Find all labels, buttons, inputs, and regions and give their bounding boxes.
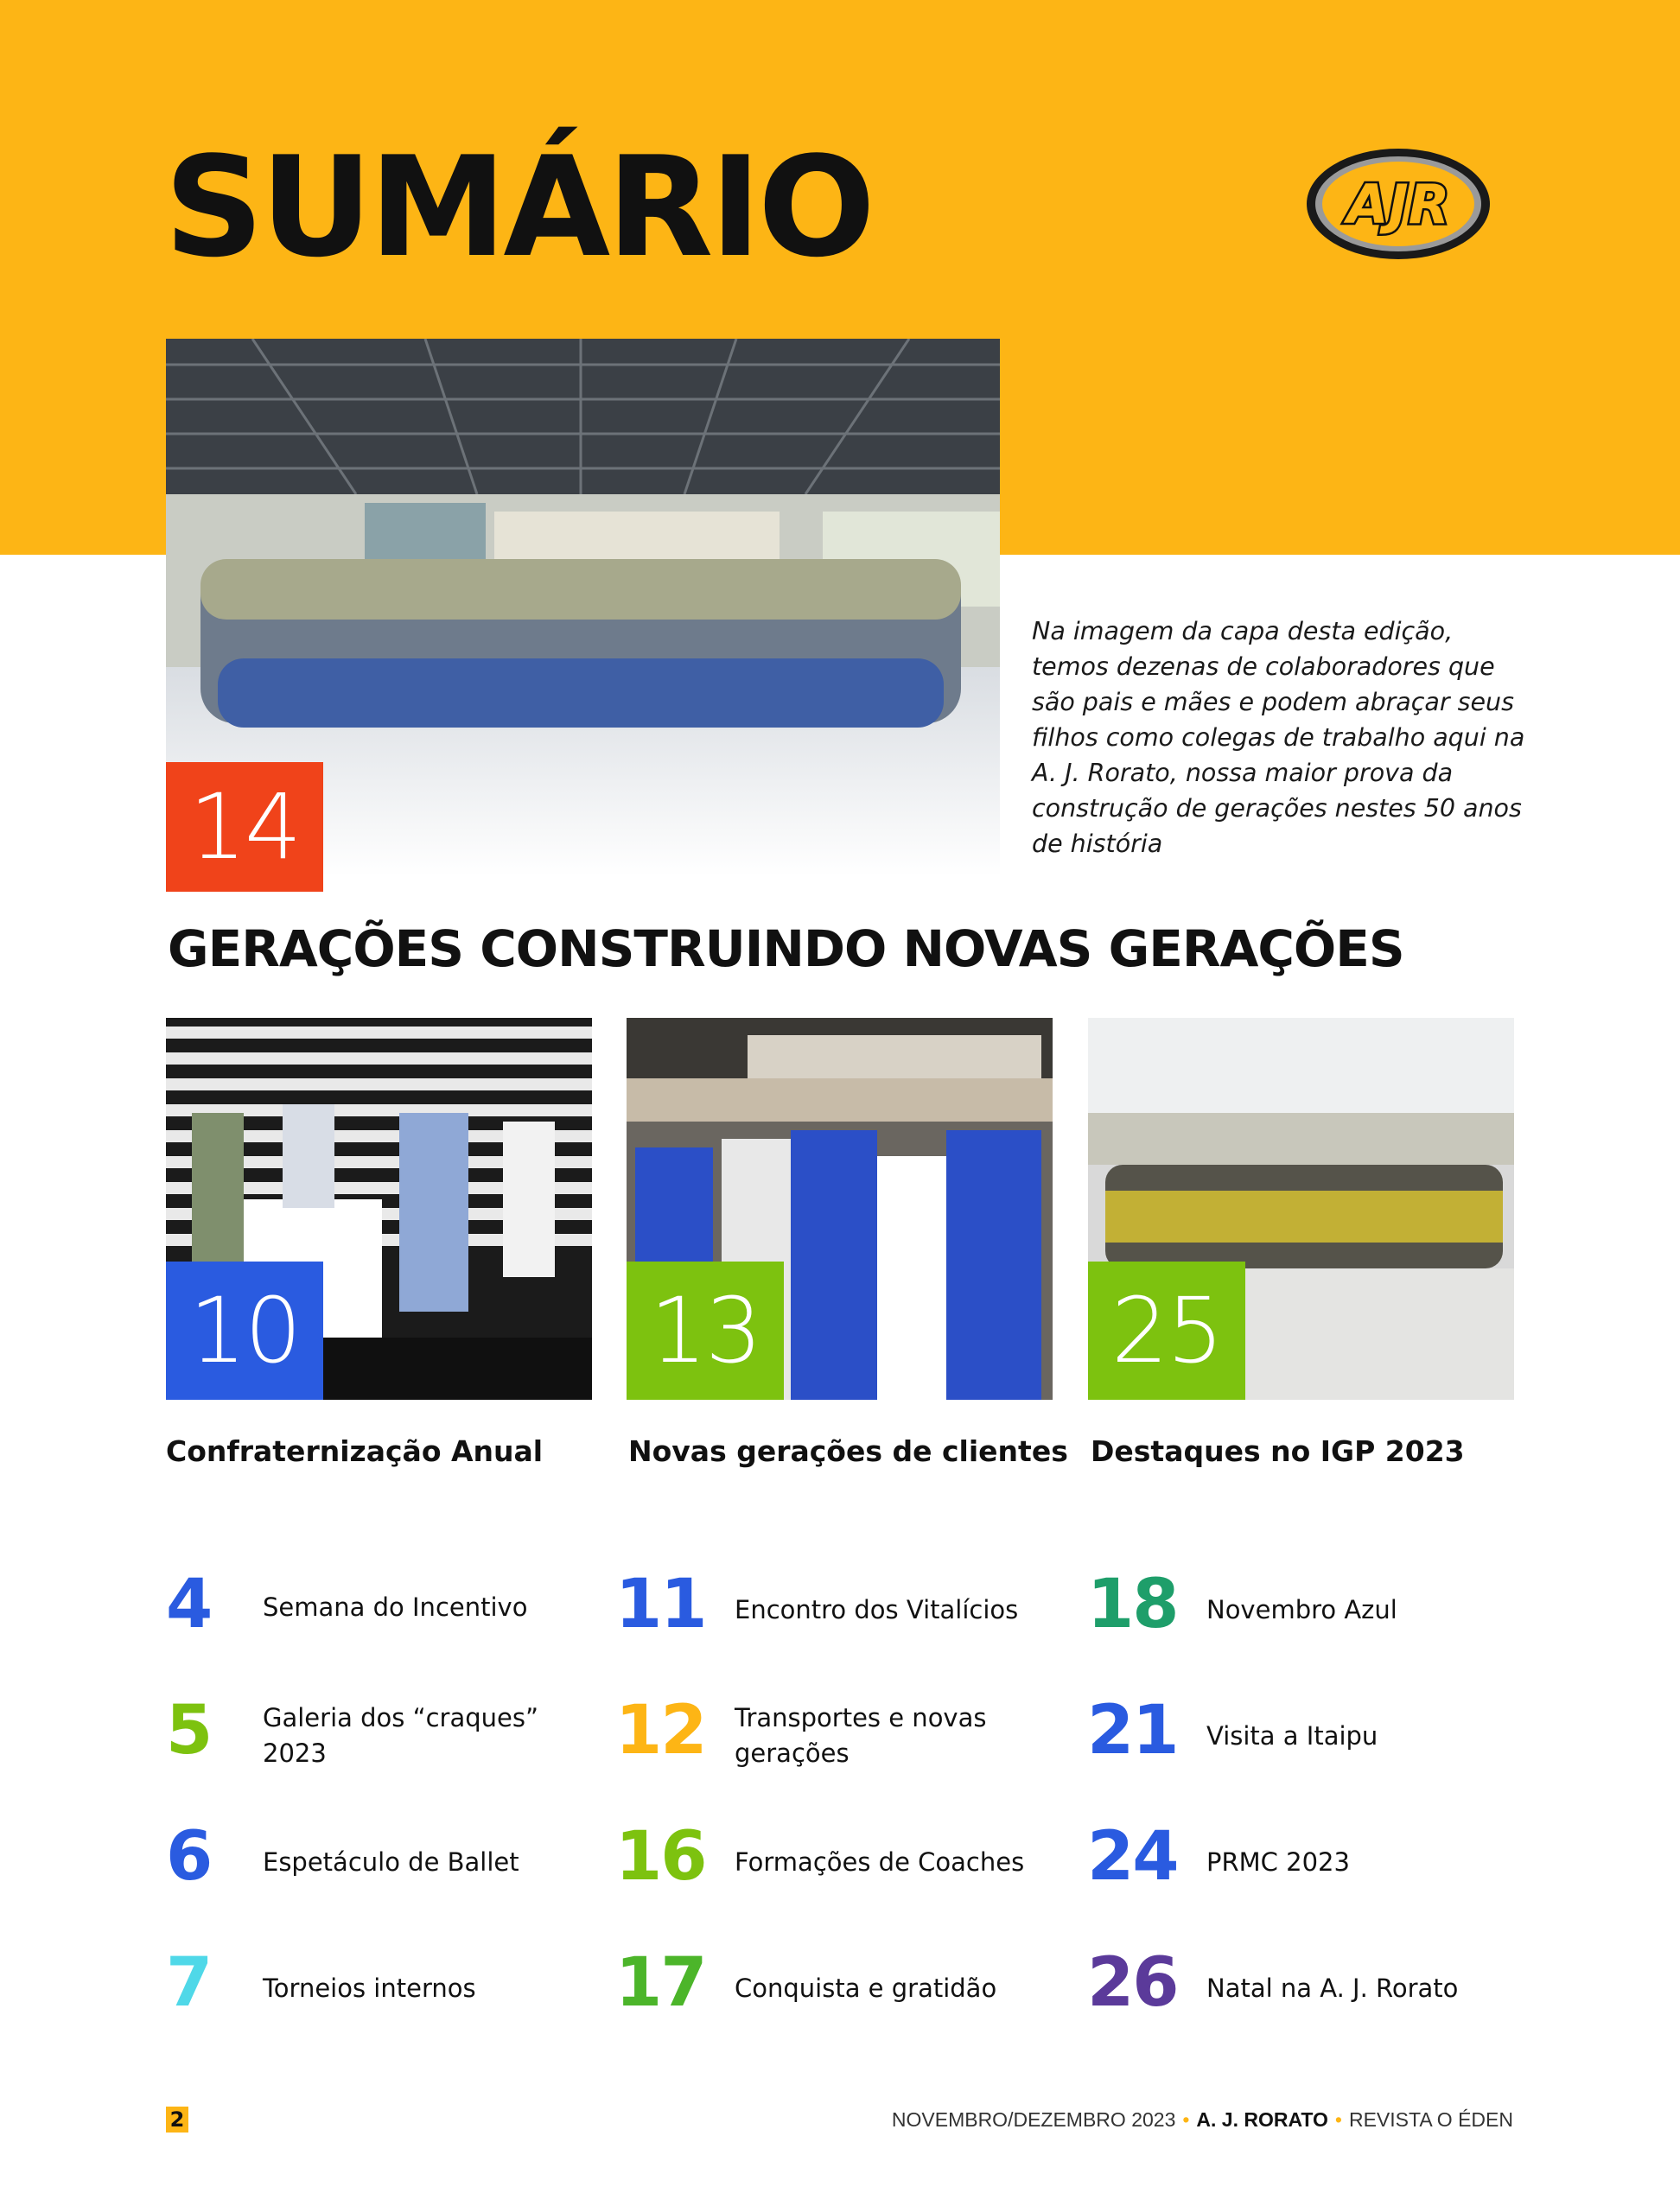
footer-magazine: REVISTA O ÉDEN	[1348, 2108, 1513, 2131]
feature-title-novas-geracoes: Novas gerações de clientes	[628, 1434, 1068, 1468]
toc-entry-label: Transportes e novas gerações	[735, 1703, 987, 1768]
footer-page-number: 2	[166, 2107, 188, 2133]
toc-entry-label: Espetáculo de Ballet	[263, 1847, 519, 1877]
toc-entry-label: Encontro dos Vitalícios	[735, 1595, 1019, 1624]
footer-company: A. J. RORATO	[1196, 2108, 1328, 2131]
toc-entry-label: Visita a Itaipu	[1206, 1721, 1378, 1751]
logo-text: AJR	[1346, 173, 1450, 236]
toc-page-number: 21	[1087, 1692, 1178, 1770]
company-logo	[1303, 145, 1493, 263]
toc-page-number: 11	[615, 1566, 706, 1643]
toc-entry-label: Formações de Coaches	[735, 1847, 1025, 1877]
feature-page-number-confraternizacao: 10	[166, 1262, 323, 1400]
feature-title-igp: Destaques no IGP 2023	[1091, 1434, 1465, 1468]
toc-entry-label: Galeria dos “craques” 2023	[263, 1703, 539, 1768]
feature-title-confraternizacao: Confraternização Anual	[166, 1434, 544, 1468]
toc-entry-label: Semana do Incentivo	[263, 1592, 528, 1622]
toc-page-number: 18	[1087, 1566, 1178, 1643]
cover-caption: Na imagem da capa desta edição, temos dezenas de colaboradores que são pais e mães e podem abraçar seus filhos como colegas de trabalho aqui na A. J. Rorato, nossa maior prova da construção de gerações nestes 50 anos de história	[1032, 617, 1525, 858]
cover-headline: GERAÇÕES CONSTRUINDO NOVAS GERAÇÕES	[168, 919, 1404, 978]
footer-separator: •	[1182, 2108, 1190, 2131]
feature-page-number-igp: 25	[1088, 1262, 1245, 1400]
toc-entry-label: Conquista e gratidão	[735, 1974, 997, 2003]
toc-page-number: 26	[1087, 1944, 1178, 2022]
toc-page-number: 16	[615, 1818, 706, 1896]
toc-entry-label: Novembro Azul	[1206, 1595, 1397, 1624]
footer-issue: NOVEMBRO/DEZEMBRO 2023	[891, 2108, 1176, 2131]
cover-page-number: 14	[166, 762, 323, 892]
toc-page-number: 4	[166, 1566, 212, 1643]
toc-page-number: 6	[166, 1818, 212, 1896]
toc-entry-label: Torneios internos	[263, 1974, 476, 2003]
toc-page-number: 24	[1087, 1818, 1178, 1896]
page-title: SUMÁRIO	[164, 126, 872, 288]
footer-separator: •	[1334, 2108, 1342, 2131]
footer-issue-line	[892, 2107, 1513, 2133]
toc-entry-label: PRMC 2023	[1206, 1847, 1350, 1877]
feature-page-number-novas-geracoes: 13	[627, 1262, 784, 1400]
toc-page-number: 7	[166, 1944, 212, 2022]
toc-page-number: 12	[615, 1692, 706, 1770]
toc-page-number: 17	[615, 1944, 706, 2022]
toc-page-number: 5	[166, 1692, 212, 1770]
toc-entry-label: Natal na A. J. Rorato	[1206, 1974, 1459, 2003]
